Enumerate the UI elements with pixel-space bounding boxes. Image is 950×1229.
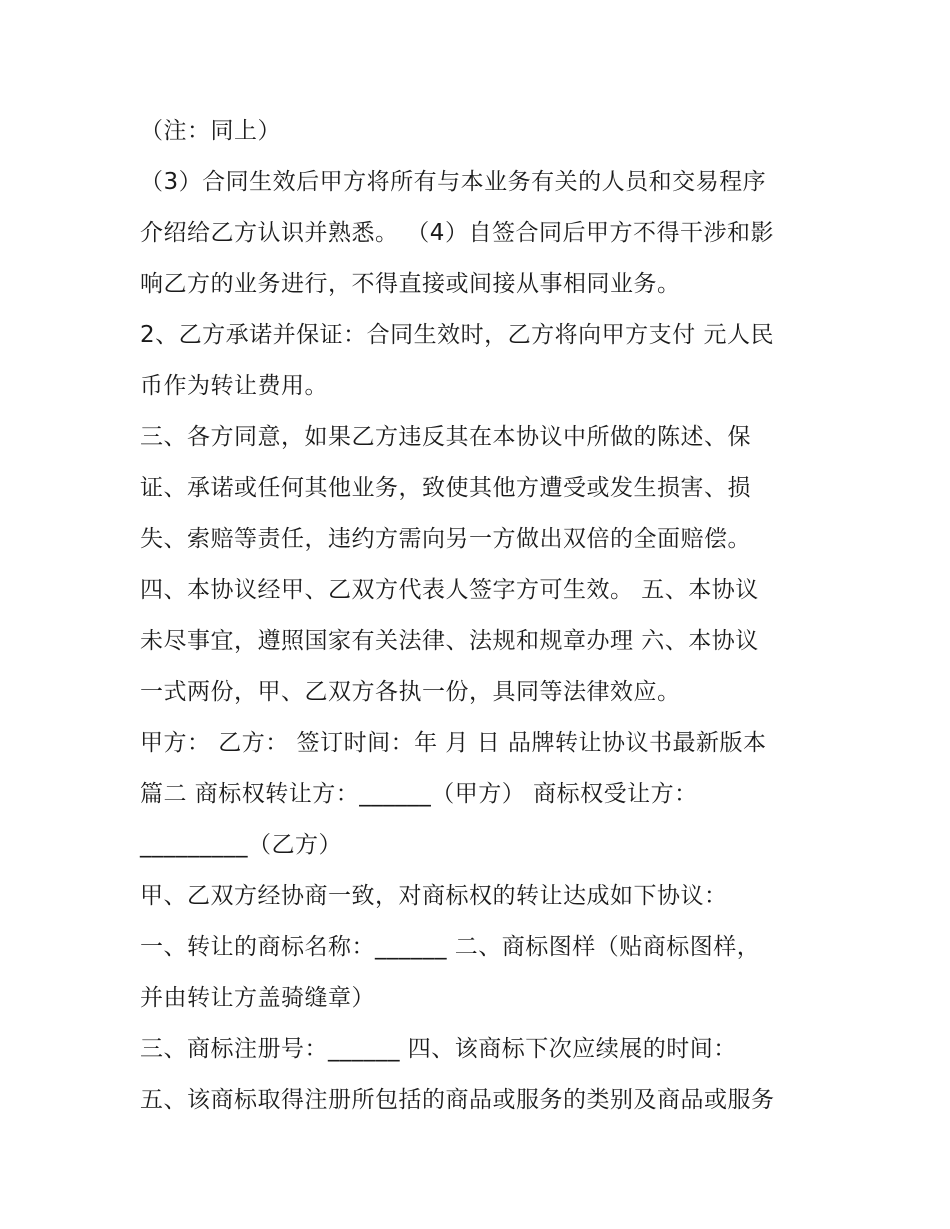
text-line: 一式两份，甲、乙双方各执一份，具同等法律效应。 — [140, 679, 681, 705]
text-line: 甲、乙双方经协商一致，对商标权的转让达成如下协议： — [140, 883, 728, 909]
text-line: 介绍给乙方认识并熟悉。 （4）自签合同后甲方不得干涉和影 — [140, 220, 774, 246]
text-line: 三、各方同意，如果乙方违反其在本协议中所做的陈述、保 — [140, 424, 751, 450]
text-line: 一、转让的商标名称：______ 二、商标图样（贴商标图样， — [140, 934, 761, 960]
text-line: 失、索赔等责任，违约方需向另一方做出双倍的全面赔偿。 — [140, 526, 751, 552]
text-line: 币作为转让费用。 — [140, 373, 328, 399]
text-line: 五、该商标取得注册所包括的商品或服务的类别及商品或服务 — [140, 1087, 775, 1113]
text-line: 未尽事宜，遵照国家有关法律、法规和规章办理 六、本协议 — [140, 628, 759, 654]
text-line: 并由转让方盖骑缝章） — [140, 985, 375, 1011]
text-line: 甲方： 乙方： 签订时间：年 月 日 品牌转让协议书最新版本 — [140, 730, 767, 756]
text-line: 2、乙方承诺并保证：合同生效时，乙方将向甲方支付 元人民 — [140, 322, 774, 348]
text-line: 三、商标注册号：______ 四、该商标下次应续展的时间： — [140, 1036, 737, 1062]
document-body — [140, 106, 820, 1126]
text-line: 响乙方的业务进行，不得直接或间接从事相同业务。 — [140, 271, 681, 297]
text-line: _________（乙方） — [140, 832, 342, 858]
text-line: 篇二 商标权转让方：______（甲方） 商标权受让方： — [140, 781, 698, 807]
text-line: （注：同上） — [140, 118, 281, 144]
text-line: 四、本协议经甲、乙双方代表人签字方可生效。 五、本协议 — [140, 577, 759, 603]
text-line: （3）合同生效后甲方将所有与本业务有关的人员和交易程序 — [140, 169, 767, 195]
text-line: 证、承诺或任何其他业务，致使其他方遭受或发生损害、损 — [140, 475, 751, 501]
